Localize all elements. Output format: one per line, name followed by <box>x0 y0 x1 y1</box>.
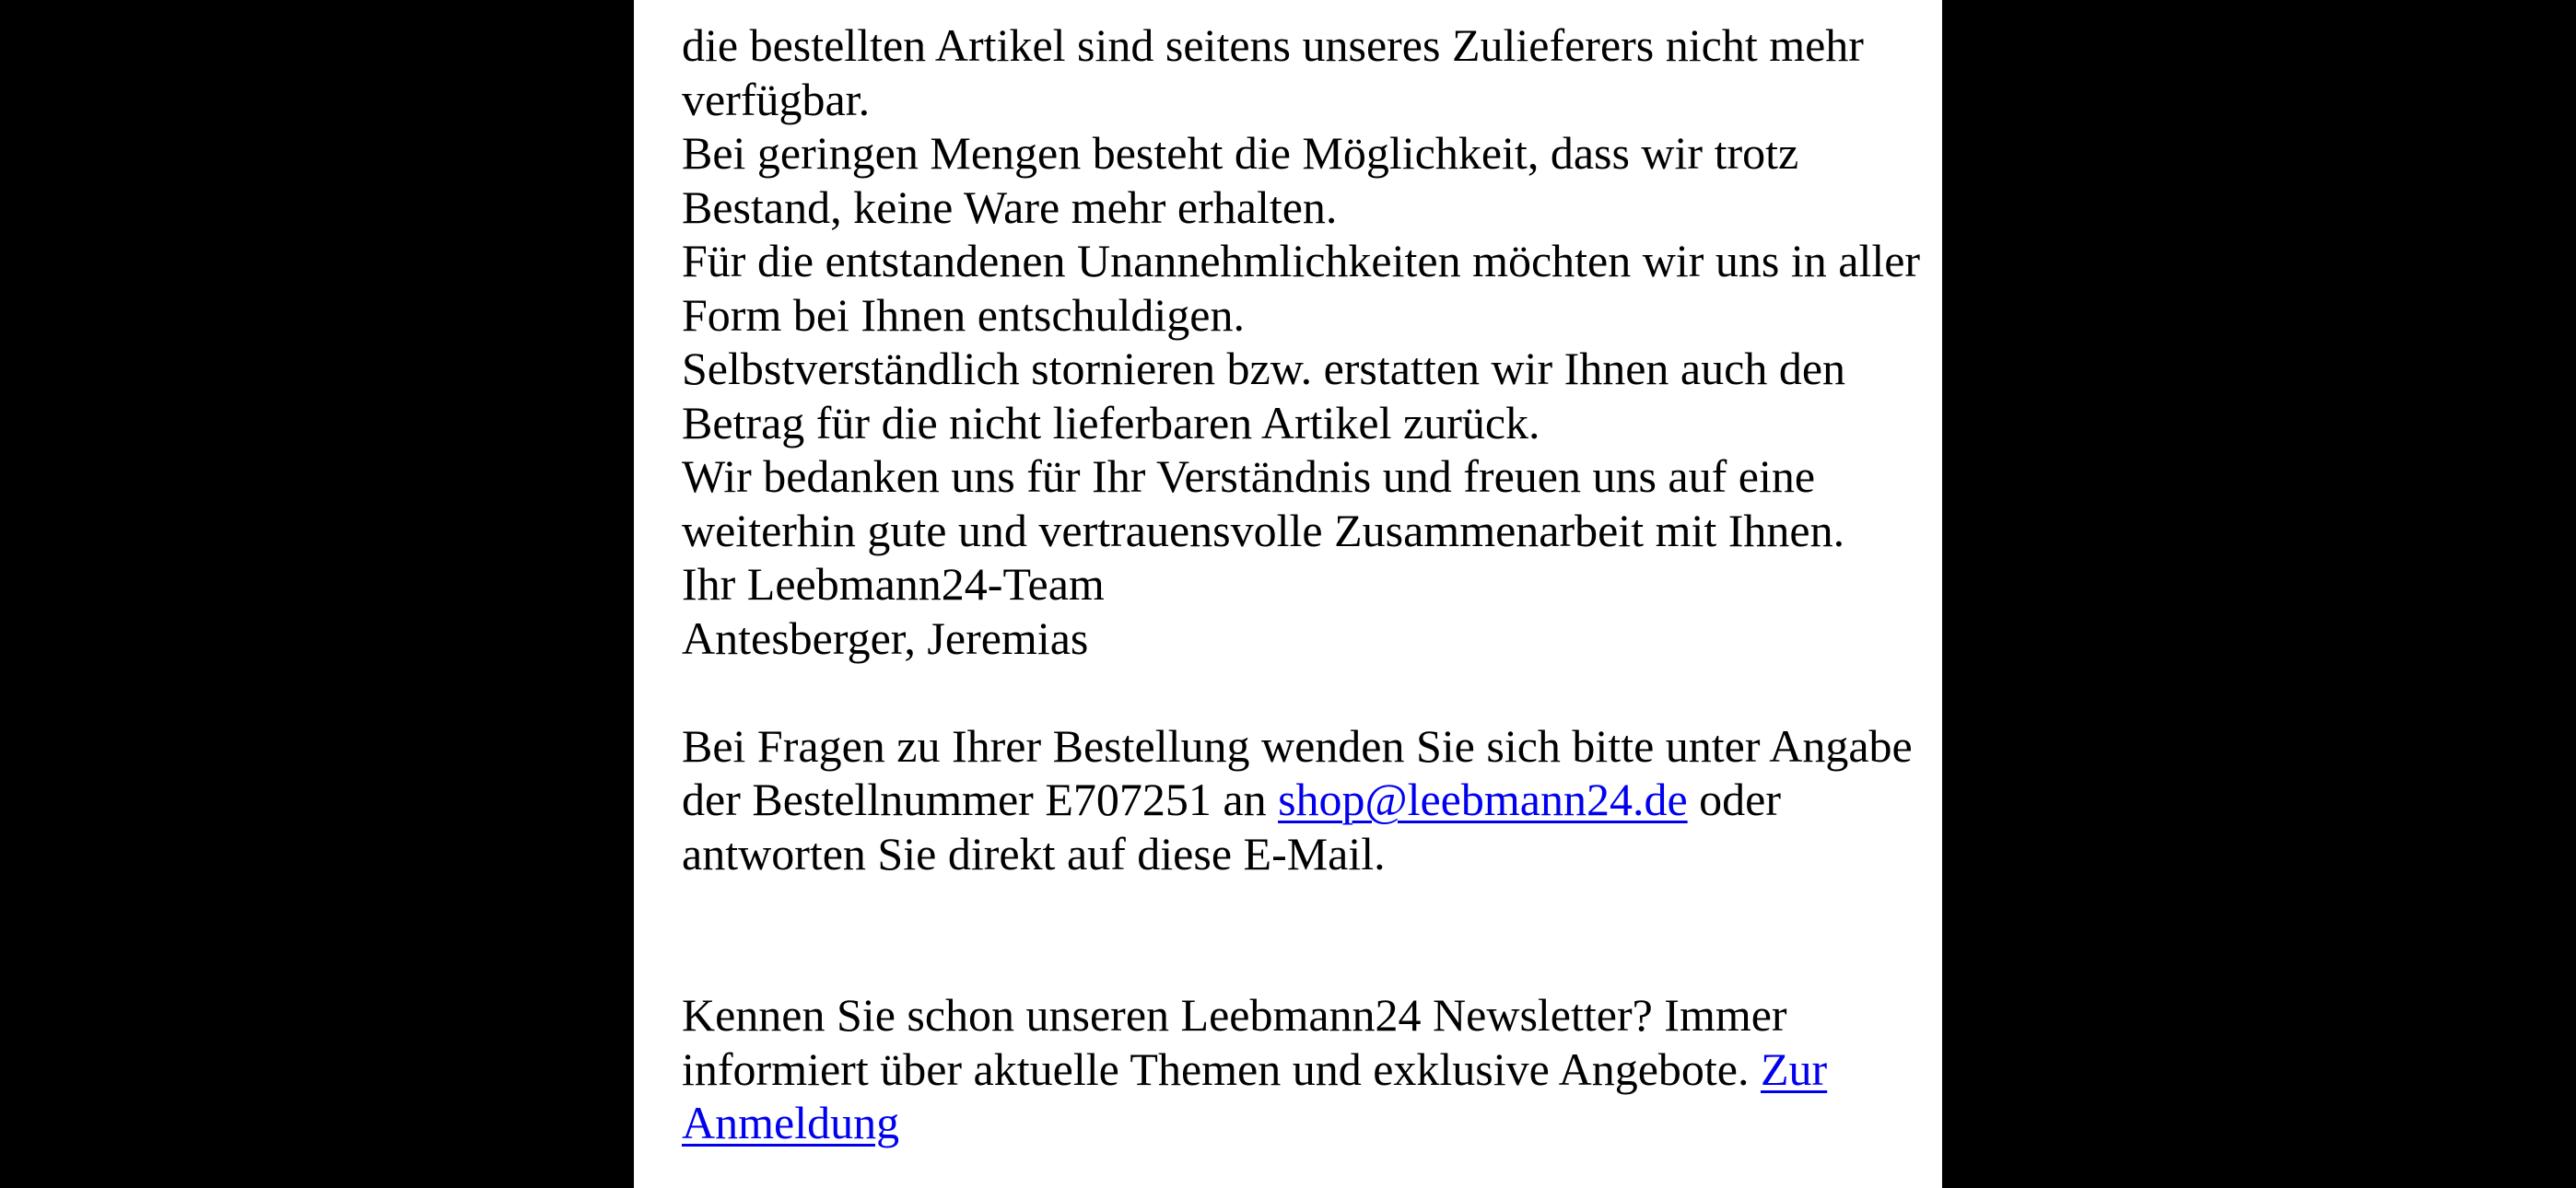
email-panel <box>634 0 1942 1188</box>
newsletter-signup-link[interactable]: Zur <box>1760 1042 1828 1095</box>
contact-line-3: antworten Sie direkt auf diese E-Mail. <box>682 827 1386 879</box>
newsletter-line-2-prefix: informiert über aktuelle Themen und exklusive Angebote. <box>682 1042 1761 1095</box>
message-line-2: verfügbar. <box>682 73 871 125</box>
message-line-6: Form bei Ihnen entschuldigen. <box>682 288 1245 341</box>
signature-name: Antesberger, Jeremias <box>682 611 1089 664</box>
signature-team: Ihr Leebmann24-Team <box>682 558 1105 610</box>
email-body <box>682 18 1935 1150</box>
message-line-8: Betrag für die nicht lieferbaren Artikel zurück. <box>682 396 1540 448</box>
message-line-9: Wir bedanken uns für Ihr Verständnis und freuen uns auf eine <box>682 450 1816 502</box>
newsletter-signup-link-continued[interactable]: Anmeldung <box>682 1097 900 1148</box>
spacer <box>682 935 1935 989</box>
message-line-1: die bestellten Artikel sind seitens unseres Zulieferers nicht mehr <box>682 19 1864 71</box>
message-line-3: Bei geringen Mengen besteht die Möglichkeit, dass wir trotz <box>682 127 1799 179</box>
message-line-5: Für die entstandenen Unannehmlichkeiten möchten wir uns in aller <box>682 235 1921 286</box>
message-line-4: Bestand, keine Ware mehr erhalten. <box>682 181 1338 233</box>
contact-line-1: Bei Fragen zu Ihrer Bestellung wenden Sie sich bitte unter Angabe <box>682 719 1913 772</box>
email-link[interactable]: shop@leebmann24.de <box>1278 774 1688 825</box>
contact-line-2-prefix: der Bestellnummer E707251 an <box>682 774 1279 825</box>
spacer <box>682 880 1935 935</box>
message-line-10: weiterhin gute und vertrauensvolle Zusammenarbeit mit Ihnen. <box>682 504 1845 556</box>
newsletter-line-2 <box>682 1042 1935 1097</box>
spacer <box>682 665 1935 719</box>
newsletter-line-3 <box>682 1096 1935 1150</box>
contact-line-2-suffix: oder <box>1687 774 1781 825</box>
newsletter-line-1: Kennen Sie schon unseren Leebmann24 Newsletter? Immer <box>682 989 1787 1041</box>
contact-line-2 <box>682 773 1935 827</box>
message-line-7: Selbstverständlich stornieren bzw. erstatten wir Ihnen auch den <box>682 343 1846 394</box>
